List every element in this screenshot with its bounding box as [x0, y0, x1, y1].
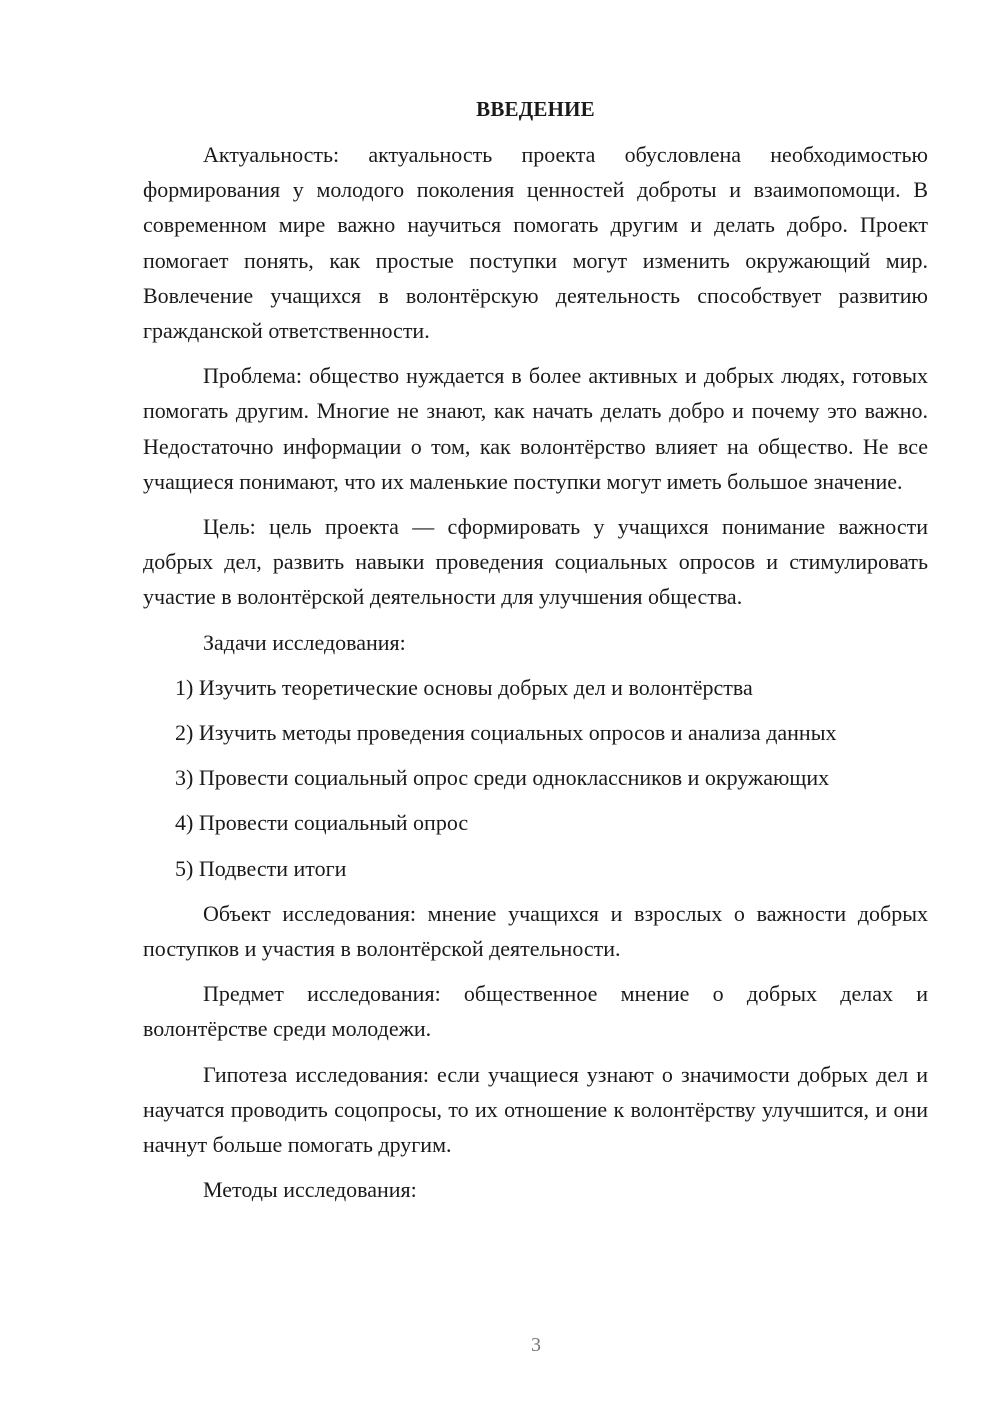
tasks-heading: Задачи исследования: [203, 629, 406, 655]
goal-paragraph: Цель: цель проекта — сформировать у учащихся понимание важности добрых дел, развить навыки проведения социальных опросов и стимулировать участие в волонтёрской деятельности для улучшения общества. [143, 514, 928, 610]
task-item: 2) Изучить методы проведения социальных опросов и анализа данных [175, 720, 837, 746]
object-paragraph: Объект исследования: мнение учащихся и взрослых о важности добрых поступков и участия в волонтёрской деятельности. [143, 900, 928, 962]
page-number: 3 [531, 1334, 541, 1356]
section-title: ВВЕДЕНИЕ [476, 97, 595, 121]
task-item: 1) Изучить теоретические основы добрых дел и волонтёрства [175, 674, 753, 700]
relevance-paragraph: Актуальность: актуальность проекта обусловлена необходимостью формирования у молодого поколения ценностей доброты и взаимопомощи. В современном мире важно научиться помогать другим и делать добро. Проект помогает понять, как простые поступки могут изменить окружающий мир. Вовлечение учащихся в волонтёрскую деятельность способствует развитию гражданской ответственности. [143, 142, 928, 344]
task-item: 3) Провести социальный опрос среди одноклассников и окружающих [175, 765, 830, 791]
task-item: 4) Провести социальный опрос [175, 810, 469, 836]
methods-heading: Методы исследования: [203, 1177, 417, 1203]
tasks-list [143, 670, 928, 886]
task-item: 5) Подвести итоги [175, 855, 347, 881]
document-page [143, 92, 928, 1217]
hypothesis-paragraph: Гипотеза исследования: если учащиеся узнают о значимости добрых дел и научатся проводить соцопросы, то их отношение к волонтёрству улучшится, и они начнут больше помогать другим. [143, 1061, 928, 1158]
problem-paragraph: Проблема: общество нуждается в более активных и добрых людях, готовых помогать другим. Многие не знают, как начать делать добро и почему это важно. Недостаточно информации о том, как волонтёрство влияет на общество. Не все учащиеся понимают, что их маленькие поступки могут иметь большое значение. [143, 363, 928, 494]
subject-paragraph: Предмет исследования: общественное мнение о добрых делах и волонтёрстве среди молодежи. [143, 981, 928, 1042]
